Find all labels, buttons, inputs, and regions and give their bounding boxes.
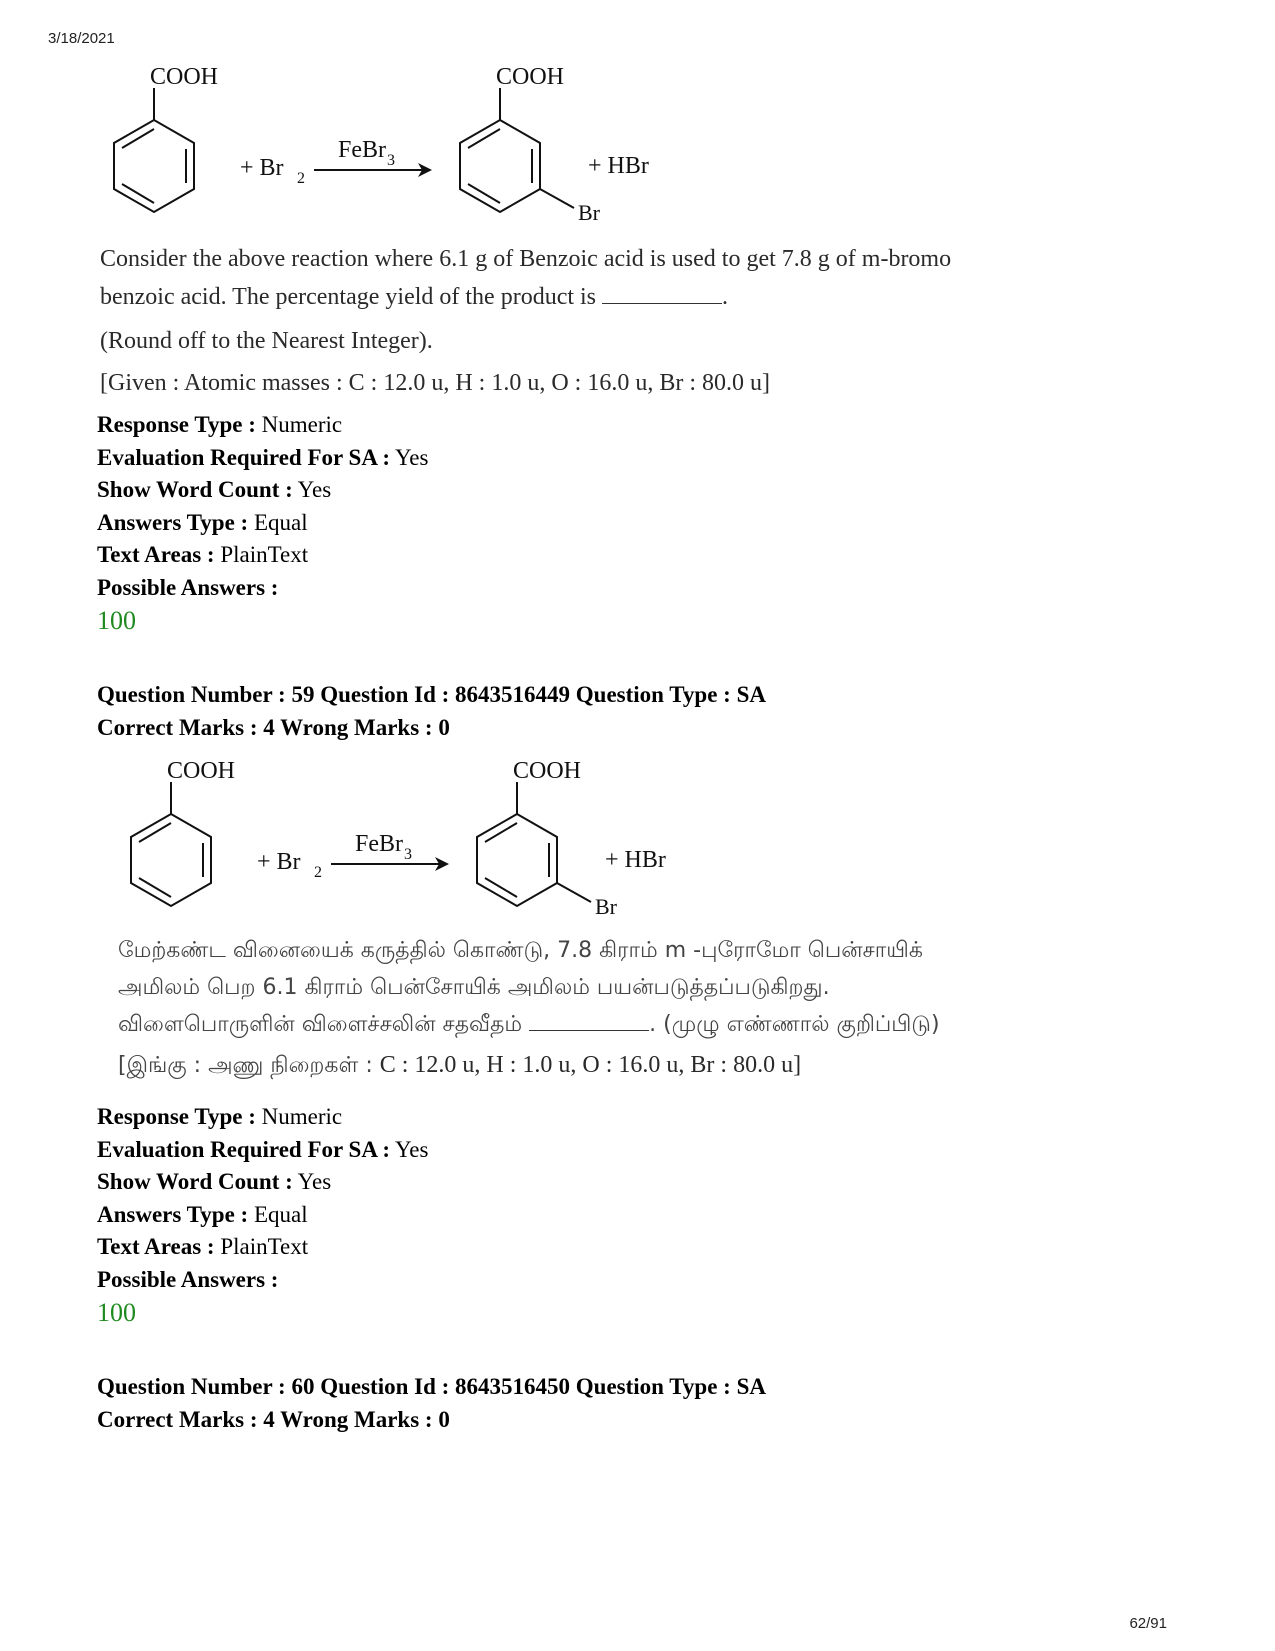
q59-tamil-given: [இங்கு : அணு நிறைகள் : C : 12.0 u, H : 1.0 u, O : 16.0 u, Br : 80.0 u] (118, 1052, 802, 1078)
meta-response-type: Response Type : Numeric (97, 1104, 343, 1129)
meta-possible-answers: Possible Answers : (97, 574, 279, 600)
reaction-scheme-q59 (117, 754, 737, 929)
meta-word-count: Show Word Count : Yes (97, 1169, 332, 1194)
meta-evaluation: Evaluation Required For SA : Yes (97, 1136, 429, 1162)
catalyst-label: FeBr (338, 137, 386, 163)
q60-header-line1: Question Number : 60 Question Id : 8643516450 Question Type : SA (97, 1374, 766, 1399)
reagent-br2-sub: 2 (297, 170, 305, 187)
q59-header-line2: Correct Marks : 4 Wrong Marks : 0 (97, 714, 450, 740)
catalyst-sub: 3 (404, 846, 412, 863)
q60-header (97, 1371, 766, 1436)
q58-round-note: (Round off to the Nearest Integer). (100, 328, 433, 354)
q59-tamil-line2: அமிலம் பெற 6.1 கிராம் பென்சோயிக் அமிலம் பயன்படுத்தப்படுகிறது. (118, 975, 830, 1000)
header-date: 3/18/2021 (48, 30, 115, 47)
answer-blank (529, 1012, 649, 1031)
benzoic-acid-structure (114, 88, 194, 212)
question-59-text-tamil (118, 932, 1158, 1084)
product-group: COOH (496, 64, 565, 90)
meta-answers-type: Answers Type : Equal (97, 509, 308, 535)
byproduct-hbr: + HBr (605, 847, 666, 873)
q58-line1: Consider the above reaction where 6.1 g of Benzoic acid is used to get 7.8 g of m-bromo (100, 246, 952, 272)
benzoic-acid-structure (131, 782, 211, 906)
reaction-arrow (331, 857, 449, 871)
q59-tamil-line3: விளைபொருளின் விளைச்சலின் சதவீதம் . (முழு எண்ணால் குறிப்பிடு) (118, 1012, 940, 1037)
product-substituent: Br (595, 894, 617, 919)
reaction-scheme-q58 (100, 60, 720, 235)
catalyst-label: FeBr (355, 831, 403, 857)
product-substituent: Br (578, 200, 600, 225)
reagent-br2-sub: 2 (314, 864, 322, 881)
q58-meta (97, 409, 428, 638)
answer-blank (602, 285, 722, 304)
q59-tamil-line1: மேற்கண்ட வினையைக் கருத்தில் கொண்டு, 7.8 கிராம் m -புரோமோ பென்சாயிக் (118, 938, 923, 963)
reactant-group: COOH (167, 758, 236, 784)
question-58-text (100, 240, 1180, 402)
reagent-br2: + Br (240, 155, 284, 181)
possible-answer: 100 (97, 606, 136, 635)
meta-text-areas: Text Areas : PlainText (97, 542, 309, 567)
m-bromobenzoic-acid-structure (460, 88, 574, 212)
meta-response-type: Response Type : Numeric (97, 412, 343, 437)
possible-answer: 100 (97, 1298, 136, 1327)
meta-answers-type: Answers Type : Equal (97, 1201, 308, 1227)
reaction-arrow (314, 163, 432, 177)
q58-line2: benzoic acid. The percentage yield of the product is . (100, 284, 729, 310)
q59-meta (97, 1101, 428, 1330)
reagent-br2: + Br (257, 849, 301, 875)
q59-header (97, 679, 766, 744)
q58-given: [Given : Atomic masses : C : 12.0 u, H : 1.0 u, O : 16.0 u, Br : 80.0 u] (100, 370, 770, 396)
meta-evaluation: Evaluation Required For SA : Yes (97, 444, 429, 470)
q60-header-line2: Correct Marks : 4 Wrong Marks : 0 (97, 1406, 450, 1432)
q59-header-line1: Question Number : 59 Question Id : 8643516449 Question Type : SA (97, 682, 766, 707)
meta-text-areas: Text Areas : PlainText (97, 1234, 309, 1259)
reactant-group: COOH (150, 64, 219, 90)
page-number: 62/91 (1129, 1615, 1167, 1632)
meta-word-count: Show Word Count : Yes (97, 477, 332, 502)
catalyst-sub: 3 (387, 152, 395, 169)
product-group: COOH (513, 758, 582, 784)
meta-possible-answers: Possible Answers : (97, 1266, 279, 1292)
m-bromobenzoic-acid-structure (477, 782, 591, 906)
byproduct-hbr: + HBr (588, 153, 649, 179)
